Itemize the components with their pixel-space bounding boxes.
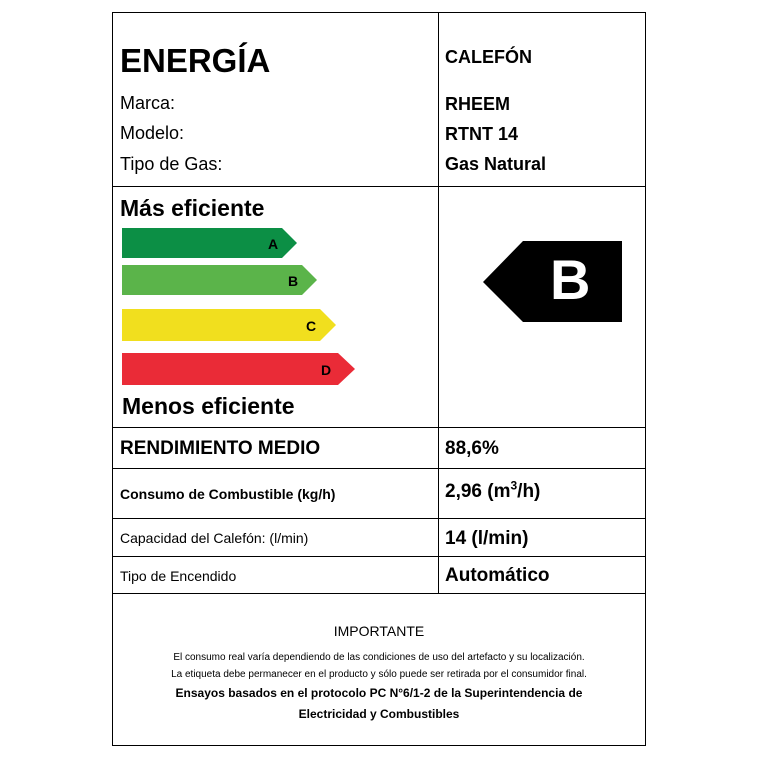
appliance-type: CALEFÓN bbox=[445, 47, 532, 67]
consumption-label: Consumo de Combustible (kg/h) bbox=[120, 486, 336, 502]
gas-type-label: Tipo de Gas: bbox=[120, 154, 223, 174]
performance-label: RENDIMIENTO MEDIO bbox=[120, 438, 321, 459]
gas-type-value: Gas Natural bbox=[445, 154, 547, 174]
brand-value: RHEEM bbox=[445, 94, 511, 114]
class-d-letter: D bbox=[321, 362, 332, 378]
column-divider bbox=[438, 13, 439, 593]
divider bbox=[113, 468, 645, 469]
divider bbox=[113, 556, 645, 557]
label-title: ENERGÍA bbox=[120, 42, 271, 79]
class-c-shape bbox=[122, 309, 337, 341]
scale-top-label: Más eficiente bbox=[120, 195, 265, 221]
ignition-label: Tipo de Encendido bbox=[120, 568, 237, 584]
model-label: Modelo: bbox=[120, 123, 185, 143]
footer-protocol-line1: Ensayos basados en el protocolo PC N°6/1-2 de la Superintendencia de bbox=[175, 686, 583, 700]
footer-heading: IMPORTANTE bbox=[333, 623, 425, 639]
divider bbox=[113, 427, 645, 428]
class-a-letter: A bbox=[268, 236, 279, 252]
ignition-value: Automático bbox=[445, 565, 550, 586]
rating-letter: B bbox=[550, 248, 591, 311]
divider bbox=[113, 186, 645, 187]
footer-note-label: La etiqueta debe permanecer en el producto y sólo puede ser retirada por el consumidor final. bbox=[171, 669, 587, 680]
energy-label bbox=[112, 12, 646, 746]
class-b-letter: B bbox=[288, 273, 299, 289]
divider bbox=[113, 518, 645, 519]
capacity-value: 14 (l/min) bbox=[445, 528, 529, 549]
footer-protocol-line2: Electricidad y Combustibles bbox=[298, 707, 460, 721]
model-value: RTNT 14 bbox=[445, 124, 519, 144]
capacity-label: Capacidad del Calefón: (l/min) bbox=[120, 530, 309, 546]
class-c-letter: C bbox=[306, 318, 317, 334]
footer-note-consumption: El consumo real varía dependiendo de las condiciones de uso del artefacto y su localización. bbox=[173, 652, 585, 663]
consumption-value: 2,96 $(m^3/h)$ bbox=[445, 478, 541, 502]
performance-value: 88,6% bbox=[445, 438, 499, 459]
scale-bottom-label: Menos eficiente bbox=[122, 393, 295, 419]
divider bbox=[113, 593, 645, 594]
brand-label: Marca: bbox=[120, 93, 176, 113]
